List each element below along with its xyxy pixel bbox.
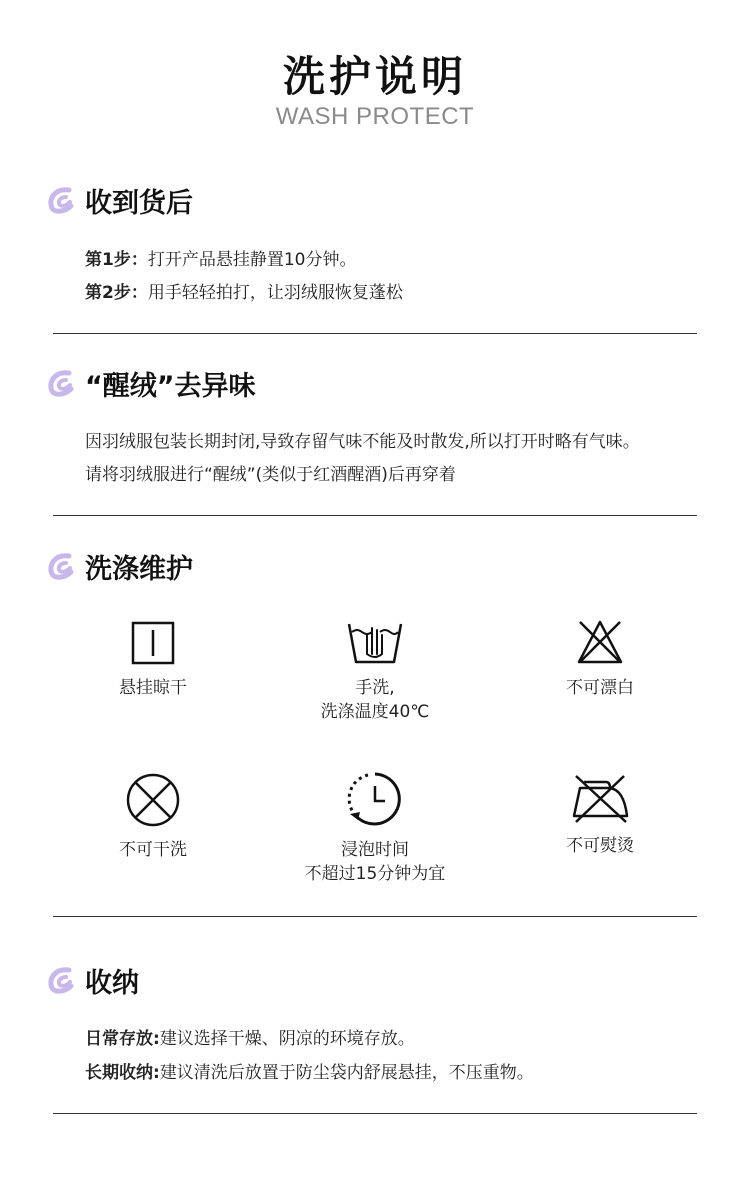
hand-wash-icon: [347, 620, 403, 666]
storage-line-2: [85, 1058, 534, 1083]
hang-dry-icon: [130, 620, 176, 666]
section-title-receive: 收到货后: [85, 187, 193, 219]
page-subtitle: WASH PROTECT: [275, 103, 475, 130]
divider: [53, 1113, 697, 1114]
brand-swoosh-icon: [45, 185, 75, 215]
deodorize-line-1: 因羽绒服包装长期封闭,导致存留气味不能及时散发,所以打开时略有气味。: [85, 432, 640, 452]
divider: [53, 916, 697, 917]
step-text: 用手轻轻拍打，让羽绒服恢复蓬松: [147, 283, 403, 303]
care-label: [275, 838, 475, 886]
care-item-hand-wash: [275, 620, 475, 724]
care-item-soak-time: [275, 770, 475, 886]
section-title-storage: 收纳: [85, 967, 139, 999]
step-label: 第2步：: [85, 283, 148, 303]
soak-time-icon: [346, 770, 404, 828]
section-header-wash: [45, 546, 193, 586]
care-label: 不可干洗: [119, 840, 187, 860]
storage-line-1: [85, 1024, 415, 1049]
step-label: 第1步：: [85, 250, 148, 270]
care-label-line2: 洗涤温度40℃: [320, 702, 430, 722]
storage-text: 建议选择干燥、阴凉的环境存放。: [159, 1029, 415, 1049]
care-label: 不可漂白: [566, 678, 634, 698]
brand-swoosh-icon: [45, 368, 75, 398]
care-item-no-dry-clean: [53, 772, 253, 862]
brand-swoosh-icon: [45, 551, 75, 581]
storage-label: 长期收纳:: [85, 1063, 160, 1083]
brand-swoosh-icon: [45, 965, 75, 995]
section-header-receive: [45, 180, 193, 220]
divider: [53, 333, 697, 334]
care-label: [275, 676, 475, 724]
section-header-storage: [45, 960, 139, 1000]
deodorize-line-2: 请将羽绒服进行“醒绒”(类似于红酒醒酒)后再穿着: [85, 465, 456, 485]
care-item-no-bleach: [500, 618, 700, 700]
receive-step-2: [85, 278, 403, 303]
storage-text: 建议清洗后放置于防尘袋内舒展悬挂，不压重物。: [159, 1063, 534, 1083]
section-title-wash: 洗涤维护: [85, 553, 193, 585]
section-title-deodorize: “醒绒”去异味: [85, 370, 256, 402]
no-dry-clean-icon: [125, 772, 181, 828]
care-label-line1: 浸泡时间: [341, 840, 409, 860]
care-item-hang-dry: [53, 620, 253, 700]
care-label-line2: 不超过15分钟为宜: [304, 864, 446, 884]
storage-label: 日常存放:: [85, 1029, 160, 1049]
care-label: 不可熨烫: [566, 836, 634, 856]
step-text: 打开产品悬挂静置10分钟。: [147, 250, 357, 270]
care-item-no-iron: [500, 772, 700, 858]
section-header-deodorize: [45, 363, 256, 403]
receive-step-1: [85, 245, 356, 270]
divider: [53, 515, 697, 516]
care-label-line1: 手洗,: [355, 678, 395, 698]
care-label: 悬挂晾干: [119, 678, 187, 698]
no-iron-icon: [570, 772, 630, 824]
page-title: 洗护说明: [282, 52, 467, 101]
no-bleach-icon: [576, 618, 624, 666]
